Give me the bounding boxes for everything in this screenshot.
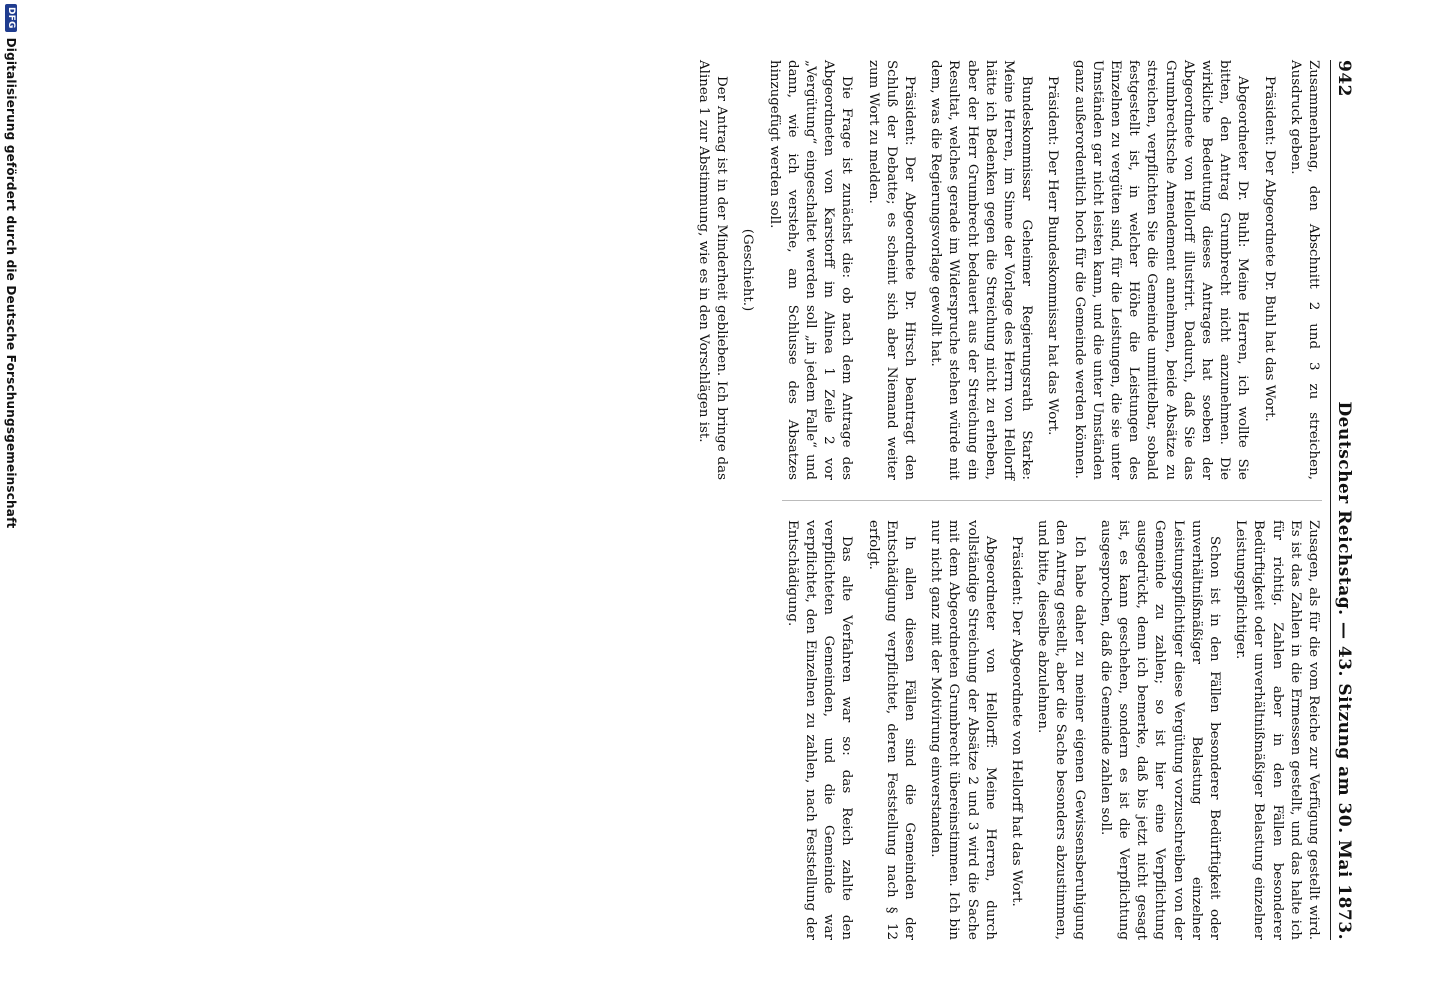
paragraph: In allen diesen Fällen sind die Gemeinden der Entschädigung verpflichtet, deren Feststellung nach § 12 erfolgt. bbox=[865, 520, 917, 940]
stage-direction: (Geschieht.) bbox=[740, 228, 756, 312]
page-header bbox=[1330, 60, 1362, 940]
paragraph: Abgeordneter Dr. Buhl: Meine Herren, ich wollte Sie bitten, den Antrag Grumbrecht nicht anzunehmen. Die wirkliche Bedeutung dieses Antrages hat soeben der Abgeordnete von Hellorff illustrirt. Dadurch, daß Sie das Grumbrechtsche Amendement annehmen, beide Absätze zu streichen, verpflichten Sie die Gemeinde unmittelbar, sobald festgestellt ist, in welcher Höhe die Leistungen des Einzelnen zu vergüten sind, für die Leistungen, die sie unter Umständen gar nicht leisten kann, und die unter Umständen ganz außerordentlich hoch für die Gemeinde werden können. bbox=[1071, 60, 1251, 480]
right-column bbox=[783, 520, 1322, 940]
paragraph: Abgeordneter von Hellorff: Meine Herren, durch vollständige Streichung der Absätze 2 und 3 wird die Sache mit dem Abgeordneten Grumbrecht übereinstimmen. Ich bin nur nicht ganz mit der Motivirung einverstanden. bbox=[928, 520, 998, 940]
running-title: Deutscher Reichstag. — 43. Sitzung am 30. Mai 1873. bbox=[1334, 401, 1354, 940]
paragraph: Bundeskommissar Geheimer Regierungsrath Starke: Meine Herren, im Sinne der Vorlage des Herrn von Hellorff hätte ich Bedenken gegen die Streichung nicht zu erheben, aber der Herr Grumbrecht bedauert aus der Streichung ein Resultat, welches gerade im Widerspruche stehen würde mit dem, was die Regierungsvorlage gewollt hat. bbox=[928, 60, 1035, 480]
paragraph-speaker: Präsident: Der Herr Bundeskommissar hat das Wort. bbox=[1045, 76, 1061, 436]
paragraph-speaker: Präsident: Der Abgeordnete von Hellorff hat das Wort. bbox=[1008, 536, 1024, 907]
dfg-logo: DFG bbox=[5, 4, 17, 32]
paragraph: Zusammenhang, den Abschnitt 2 und 3 zu streichen, Ausdruck geben. bbox=[1287, 60, 1321, 480]
digitization-footer bbox=[0, 0, 22, 1004]
column-rule bbox=[782, 500, 1322, 501]
page-number: 942 bbox=[1334, 60, 1354, 97]
paragraph: Die Frage ist zunächst die: ob nach dem Antrage des Abgeordneten von Karstorff im Alinea 1 Zeile 2 vor „Vergütung“ eingeschaltet werden soll „in jedem Falle“ und dann, wie ich verstehe, am Schlusse des Absatzes hinzugefügt werden soll. bbox=[766, 60, 855, 480]
paragraph: Zusagen, als für die vom Reiche zur Verfügung gestellt wird. Es ist das Zahlen in die Ermessen gestellt, und das halte ich für richtig. Zahlen aber in den Fällen besonderer Bedürftigkeit oder unverhältnißmäßiger Belastung einzelner Leistungspflichtiger. bbox=[1233, 520, 1321, 940]
paragraph: Der Antrag ist in der Minderheit geblieben. Ich bringe das Alinea 1 zur Abstimmung, wie es in den Vorschlägen ist. bbox=[695, 60, 730, 480]
paragraph: Schon ist in den Fällen besonderer Bedürftigkeit oder unverhältnißmäßiger Belastung einzelner Leistungspflichtiger diese Vergütung vorzuschreiben von der Gemeinde zu zahlen; so ist hier eine Verpflichtung ausgedrückt, denn ich bemerke, daß bis jetzt nicht gesagt ist, es kann geschehen, sondern es ist die Verpflichtung ausgesprochen, daß die Gemeinde zahlen soll. bbox=[1097, 520, 1222, 940]
footer-text: Digitalisierung gefördert durch die Deutsche Forschungsgemeinschaft bbox=[4, 37, 18, 529]
paragraph-speaker: Präsident: Der Abgeordnete Dr. Hirsch beantragt den Schluß der Debatte; es scheint sich aber Niemand weiter zum Wort zu melden. bbox=[865, 60, 917, 480]
paragraph: Das alte Verfahren war so: das Reich zahlte den verpflichteten Gemeinden, und die Gemeinde war verpflichtet, den Einzelnen zu zahlen, nach Feststellung der Entschädigung. bbox=[784, 520, 855, 940]
left-column bbox=[694, 60, 1322, 480]
paragraph: Ich habe daher zu meiner eigenen Gewissensberuhigung den Antrag gestellt, aber die Sache besonders abzustimmen, und bitte, dieselbe abzulehnen. bbox=[1035, 520, 1087, 940]
paragraph-speaker: Präsident: Der Abgeordnete Dr. Buhl hat das Wort. bbox=[1261, 76, 1277, 422]
